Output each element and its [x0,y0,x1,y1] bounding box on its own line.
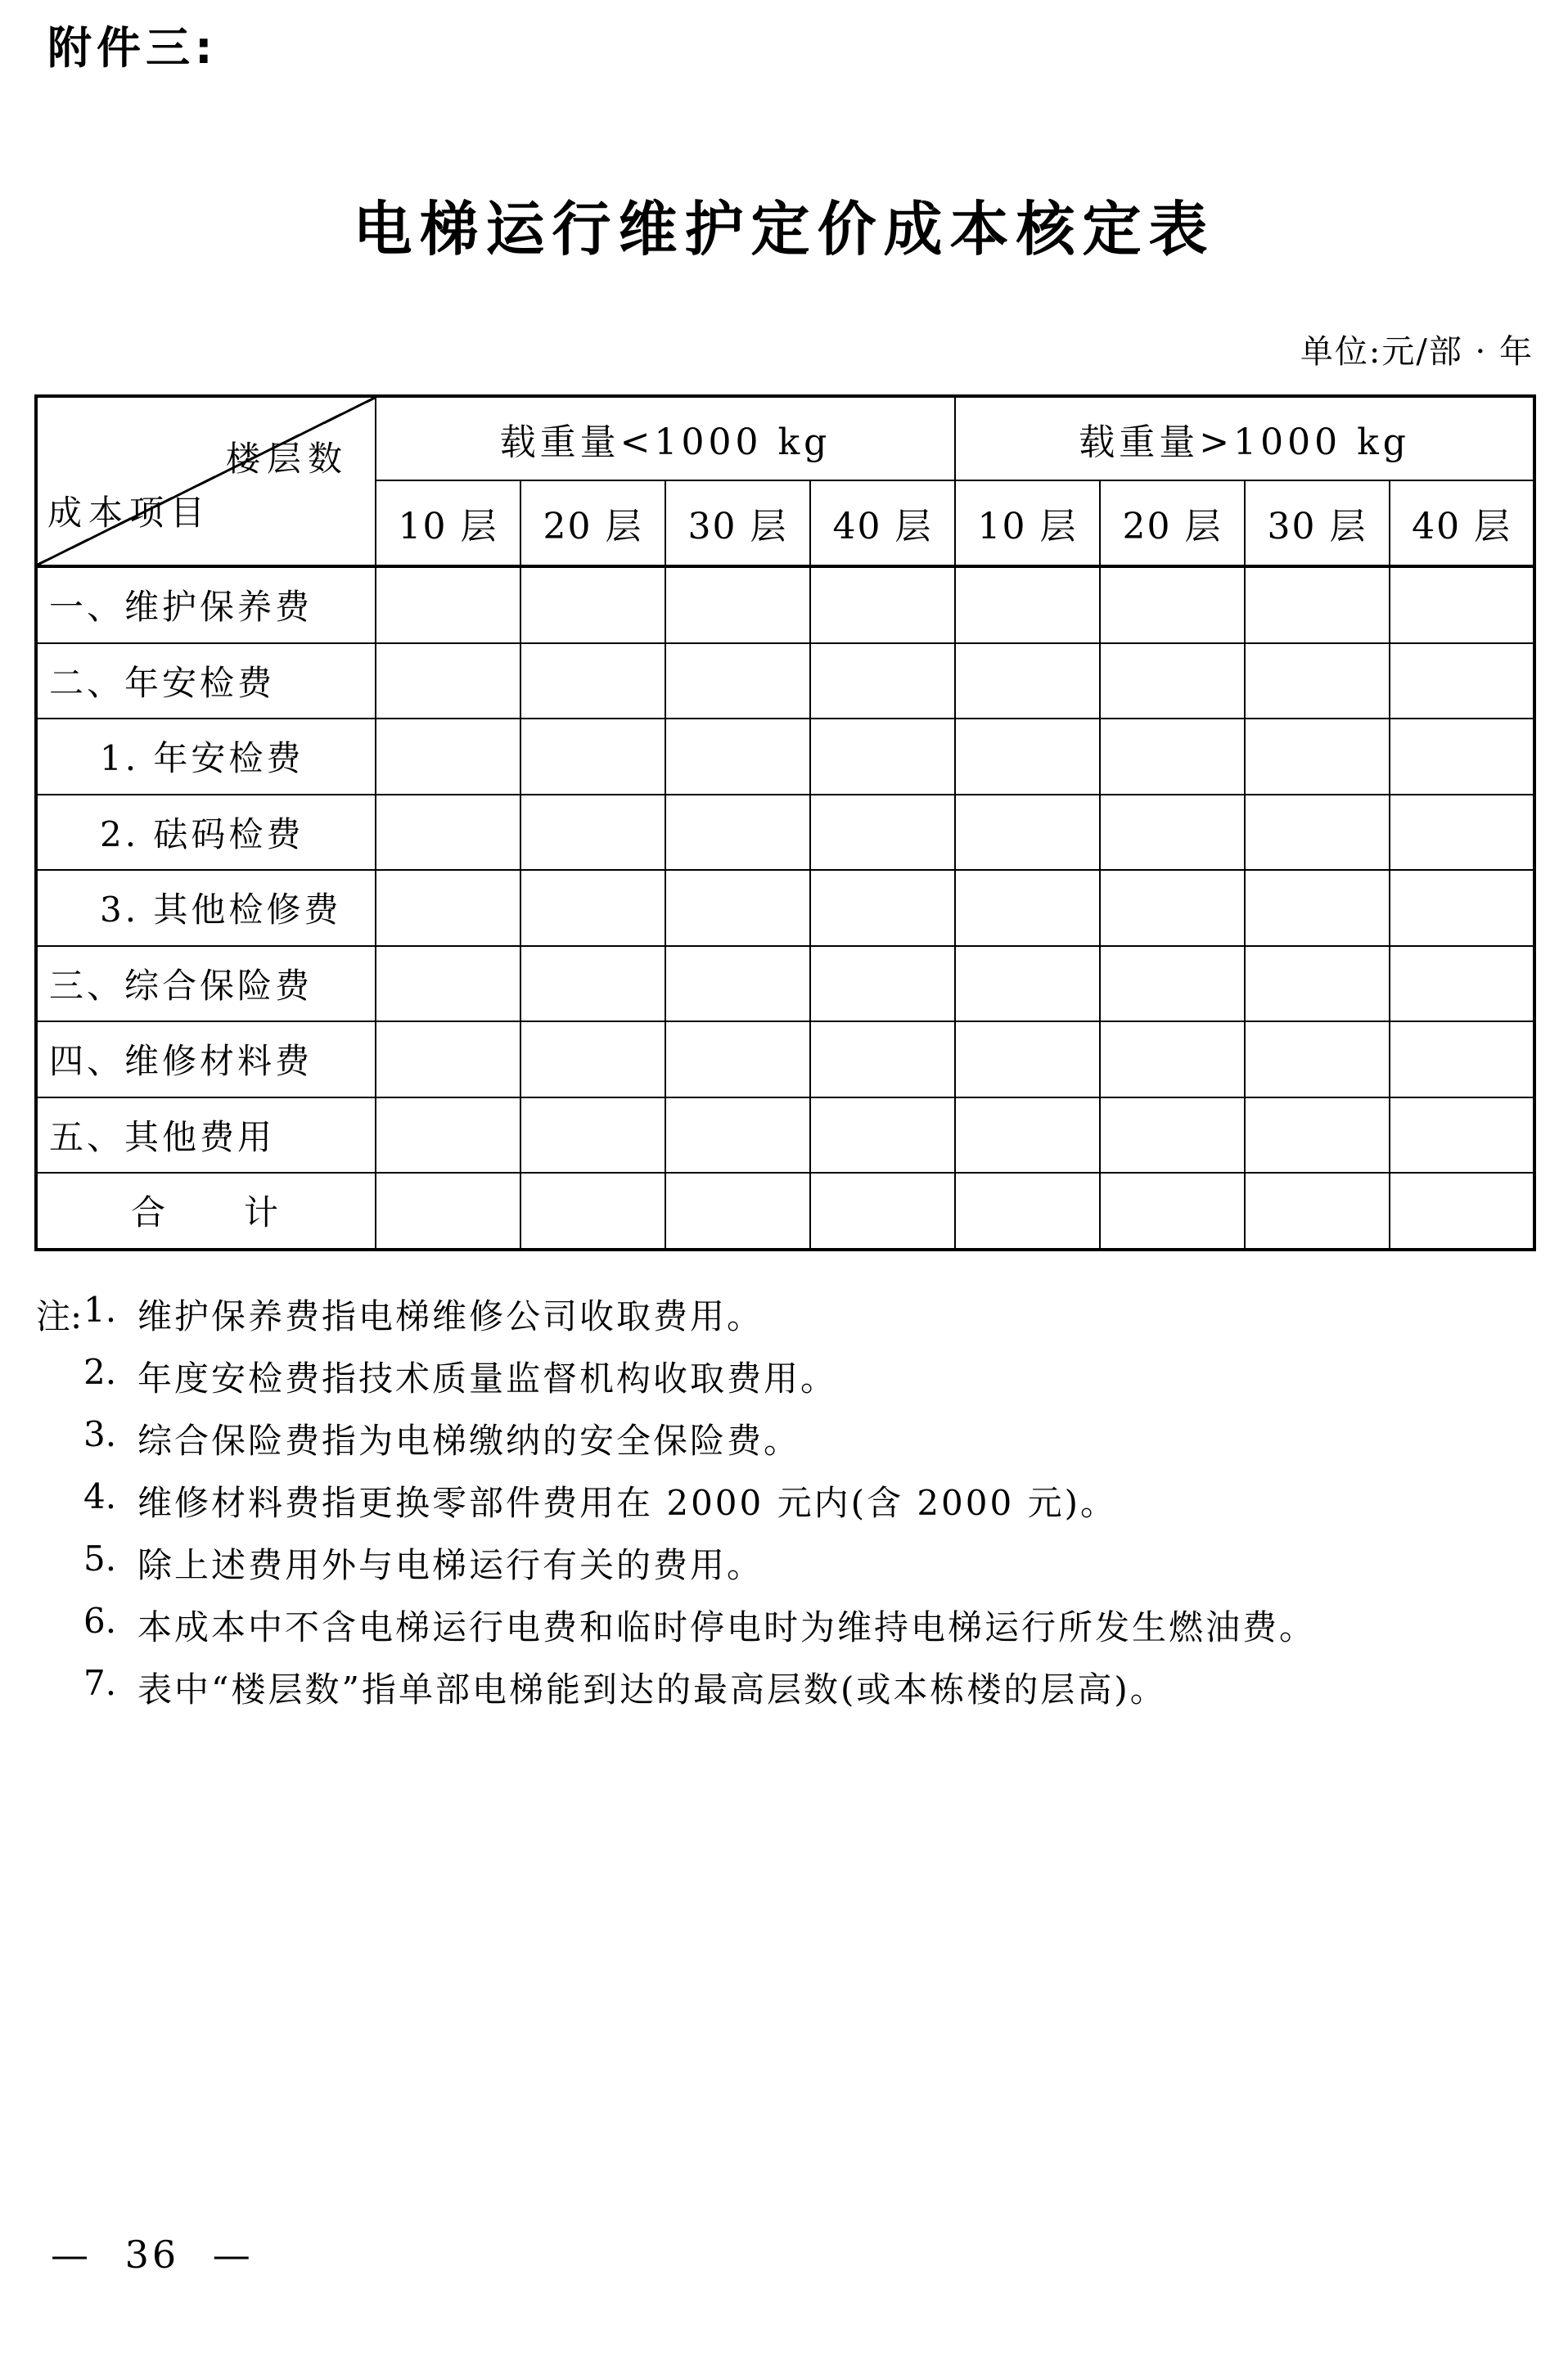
empty-value-cell [1100,1173,1245,1250]
empty-value-cell [1245,946,1390,1022]
row-label: 2. 砝码检费 [36,795,376,871]
note-number: 2. [83,1352,117,1392]
note-text: 本成本中不含电梯运行电费和临时停电时为维持电梯运行所发生燃油费。 [137,1607,1317,1647]
note-text: 维修材料费指更换零部件费用在 2000 元内(含 2000 元)。 [137,1483,1117,1523]
notes-block [36,1290,1545,1725]
col-header-group1-30层: 30 层 [665,480,810,566]
note-item [36,1601,1545,1663]
empty-value-cell [376,1021,520,1097]
table-row [36,1021,1534,1097]
corner-cell [36,396,376,566]
row-label: 三、综合保险费 [36,946,376,1022]
note-item [36,1290,1545,1352]
col-header-group2-40层: 40 层 [1390,480,1534,566]
row-label: 五、其他费用 [36,1097,376,1174]
header-group-row [36,396,1534,480]
empty-value-cell [376,566,520,643]
note-item [36,1539,1545,1601]
empty-value-cell [520,795,665,871]
empty-value-cell [1390,870,1534,946]
empty-value-cell [1390,643,1534,719]
empty-value-cell [955,870,1100,946]
empty-value-cell [1245,1021,1390,1097]
empty-value-cell [810,795,955,871]
note-number: 5. [83,1539,117,1579]
col-header-group2-20层: 20 层 [1100,480,1245,566]
note-item [36,1476,1545,1539]
row-label: 一、维护保养费 [36,566,376,643]
empty-value-cell [810,566,955,643]
col-header-group2-30层: 30 层 [1245,480,1390,566]
table-row [36,566,1534,643]
col-group-over-1000kg: 载重量>1000 kg [955,396,1534,480]
empty-value-cell [665,566,810,643]
empty-value-cell [1100,1097,1245,1174]
empty-value-cell [520,643,665,719]
note-item [36,1352,1545,1414]
empty-value-cell [955,1021,1100,1097]
empty-value-cell [810,1021,955,1097]
empty-value-cell [520,1173,665,1250]
empty-value-cell [1100,946,1245,1022]
empty-value-cell [1245,643,1390,719]
empty-value-cell [955,946,1100,1022]
empty-value-cell [1390,946,1534,1022]
table-row [36,946,1534,1022]
note-number: 6. [83,1601,117,1641]
note-number: 3. [83,1414,117,1454]
table-row [36,1097,1534,1174]
empty-value-cell [810,870,955,946]
empty-value-cell [1390,1097,1534,1174]
empty-value-cell [1390,719,1534,795]
empty-value-cell [520,946,665,1022]
empty-value-cell [955,643,1100,719]
empty-value-cell [665,643,810,719]
note-text: 综合保险费指为电梯缴纳的安全保险费。 [137,1421,801,1461]
page-title: 电梯运行维护定价成本核定表 [353,194,1215,264]
col-header-group2-10层: 10 层 [955,480,1100,566]
row-label: 3. 其他检修费 [36,870,376,946]
table-row [36,719,1534,795]
empty-value-cell [665,946,810,1022]
table-row [36,1173,1534,1250]
empty-value-cell [376,719,520,795]
empty-value-cell [955,795,1100,871]
empty-value-cell [810,946,955,1022]
table-row [36,870,1534,946]
note-text: 表中“楼层数”指单部电梯能到达的最高层数(或本栋楼的层高)。 [137,1669,1167,1710]
empty-value-cell [1245,566,1390,643]
empty-value-cell [810,643,955,719]
empty-value-cell [1100,719,1245,795]
empty-value-cell [1100,566,1245,643]
empty-value-cell [1390,1021,1534,1097]
empty-value-cell [1100,1021,1245,1097]
empty-value-cell [955,1097,1100,1174]
empty-value-cell [1245,1097,1390,1174]
empty-value-cell [1245,795,1390,871]
empty-value-cell [665,795,810,871]
empty-value-cell [1100,870,1245,946]
empty-value-cell [810,1097,955,1174]
empty-value-cell [1390,566,1534,643]
empty-value-cell [1100,795,1245,871]
empty-value-cell [520,1021,665,1097]
corner-label-cost-items: 成本项目 [47,493,212,533]
note-number: 4. [83,1476,117,1516]
notes-prefix: 注: [36,1296,83,1336]
col-header-group1-40层: 40 层 [810,480,955,566]
row-label: 合 计 [36,1173,376,1250]
empty-value-cell [376,946,520,1022]
note-text: 年度安检费指技术质量监督机构收取费用。 [137,1358,838,1399]
cost-table [34,394,1536,1251]
table-row [36,643,1534,719]
empty-value-cell [520,719,665,795]
note-number: 1. [83,1290,117,1330]
note-number: 7. [83,1663,117,1703]
empty-value-cell [1245,1173,1390,1250]
empty-value-cell [665,870,810,946]
empty-value-cell [1245,719,1390,795]
unit-note: 单位:元/部 · 年 [1300,333,1534,371]
empty-value-cell [376,643,520,719]
page-number: — 36 — [51,2233,254,2277]
corner-label-floors: 楼层数 [225,439,349,479]
empty-value-cell [376,795,520,871]
empty-value-cell [376,1173,520,1250]
empty-value-cell [665,1173,810,1250]
empty-value-cell [665,1097,810,1174]
empty-value-cell [955,566,1100,643]
empty-value-cell [1245,870,1390,946]
row-label: 二、年安检费 [36,643,376,719]
col-header-group1-20层: 20 层 [520,480,665,566]
row-label: 四、维修材料费 [36,1021,376,1097]
empty-value-cell [520,566,665,643]
col-header-group1-10层: 10 层 [376,480,520,566]
empty-value-cell [1100,643,1245,719]
empty-value-cell [1390,1173,1534,1250]
note-text: 维护保养费指电梯维修公司收取费用。 [137,1296,764,1336]
empty-value-cell [376,1097,520,1174]
empty-value-cell [520,870,665,946]
empty-value-cell [520,1097,665,1174]
row-label: 1. 年安检费 [36,719,376,795]
col-group-under-1000kg: 载重量<1000 kg [376,396,955,480]
empty-value-cell [955,1173,1100,1250]
empty-value-cell [665,1021,810,1097]
empty-value-cell [810,719,955,795]
empty-value-cell [376,870,520,946]
attachment-label: 附件三: [47,22,218,74]
note-text: 除上述费用外与电梯运行有关的费用。 [137,1545,764,1585]
empty-value-cell [810,1173,955,1250]
empty-value-cell [955,719,1100,795]
empty-value-cell [1390,795,1534,871]
empty-value-cell [665,719,810,795]
note-item [36,1663,1545,1725]
table-row [36,795,1534,871]
note-item [36,1414,1545,1476]
